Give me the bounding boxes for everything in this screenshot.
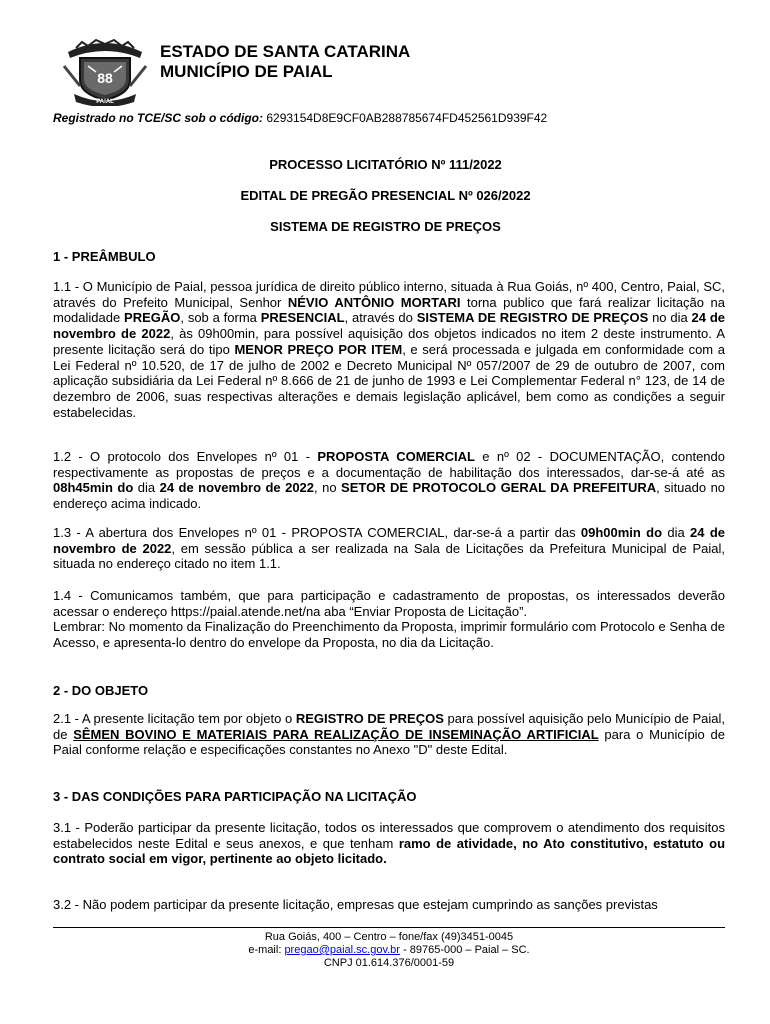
registration-label: Registrado no TCE/SC sob o código:	[53, 111, 263, 125]
state-name: ESTADO DE SANTA CATARINA	[160, 42, 411, 61]
paragraph-1-4-reminder: Lembrar: No momento da Finalização do Preenchimento da Proposta, imprimir formulário com Protocolo e Senha de Acesso, e apresenta-lo dentro do envelope da Proposta, no dia da Licitação.	[53, 619, 725, 651]
edital-title: EDITAL DE PREGÃO PRESENCIAL Nº 026/2022	[240, 188, 531, 203]
section-heading-preambulo: 1 - PREÂMBULO	[53, 249, 156, 264]
municipality-name: MUNICÍPIO DE PAIAL	[160, 62, 333, 81]
document-header	[160, 42, 410, 82]
paragraph-1-3: 1.3 - A abertura dos Envelopes nº 01 - PROPOSTA COMERCIAL, dar-se-á a partir das 09h00min do dia 24 de novembro de 2022, em sessão pública a ser realizada na Sala de Licitações da Prefeitura Municipal de Paial, situada no endereço citado no item 1.1.	[53, 525, 725, 572]
footer-email-link[interactable]: pregao@paial.sc.gov.br	[284, 944, 400, 956]
paragraph-3-2: 3.2 - Não podem participar da presente licitação, empresas que estejam cumprindo as sanções previstas	[53, 897, 658, 912]
paragraph-3-1: 3.1 - Poderão participar da presente licitação, todos os interessados que comprovem o atendimento dos requisitos estabelecidos neste Edital e seus anexos, e que tenham ramo de atividade, no Ato constitutivo, estatuto ou contrato social em vigor, pertinente ao objeto licitado.	[53, 820, 726, 867]
footer-contact: e-mail: pregao@paial.sc.gov.br - 89765-000 – Paial – SC.	[248, 944, 530, 956]
paragraph-1-2: 1.2 - O protocolo dos Envelopes nº 01 - PROPOSTA COMERCIAL e nº 02 - DOCUMENTAÇÃO, contendo respectivamente as propostas de preços e a documentação de habilitação dos interessados, dar-se-á até as 08h45min do dia 24 de novembro de 2022, no SETOR DE PROTOCOLO GERAL DA PREFEITURA, situado no endereço acima indicado.	[53, 449, 726, 512]
paragraph-1-4	[53, 588, 725, 651]
footer-address: Rua Goiás, 400 – Centro – fone/fax (49)3451-0045	[264, 931, 514, 943]
section-heading-condicoes: 3 - DAS CONDIÇÕES PARA PARTICIPAÇÃO NA LICITAÇÃO	[53, 789, 417, 804]
registration-code: 6293154D8E9CF0AB288785674FD452561D939F42	[266, 111, 548, 125]
footer-divider	[53, 927, 725, 928]
paragraph-1-1: 1.1 - O Município de Paial, pessoa jurídica de direito público interno, situada à Rua Goiás, nº 400, Centro, Paial, SC, através do Prefeito Municipal, Senhor NÉVIO ANTÔNIO MORTARI torna publico que fará realizar licitação na modalidade PREGÃO, sob a forma PRESENCIAL, através do SISTEMA DE REGISTRO DE PREÇOS no dia 24 de novembro de 2022, às 09h00min, para possível aquisição dos objetos indicados no item 2 deste instrumento. A presente licitação será do tipo MENOR PREÇO POR ITEM, e será processada e julgada em conformidade com a Lei Federal nº 10.520, de 17 de julho de 2002 e Decreto Municipal Nº 057/2007 de 29 de outubro de 2007, com aplicação subsidiária da Lei Federal nº 8.666 de 21 de junho de 1993 e Lei Complementar Federal n° 123, de 14 de dezembro de 2006, suas respectivas alterações e demais legislação aplicável, bem como as condições a seguir estabelecidas.	[53, 279, 726, 420]
system-title: SISTEMA DE REGISTRO DE PREÇOS	[270, 219, 501, 234]
municipal-coat-of-arms-icon	[62, 36, 148, 106]
footer-cnpj: CNPJ 01.614.376/0001-59	[323, 957, 455, 969]
paragraph-2-1: 2.1 - A presente licitação tem por objeto o REGISTRO DE PREÇOS para possível aquisição pelo Município de Paial, de SÊMEN BOVINO E MATERIAIS PARA REALIZAÇÃO DE INSEMINAÇÃO ARTIFICIAL para o Município de Paial conforme relação e especificações constantes no Anexo "D" deste Edital.	[53, 711, 726, 758]
svg-text:88: 88	[97, 70, 113, 86]
section-heading-objeto: 2 - DO OBJETO	[53, 683, 149, 698]
svg-text:PAIAL: PAIAL	[96, 99, 114, 105]
process-title: PROCESSO LICITATÓRIO Nº 111/2022	[269, 157, 502, 172]
registration-line	[53, 111, 547, 125]
paragraph-1-4-text: 1.4 - Comunicamos também, que para participação e cadastramento de propostas, os interessados deverão acessar o endereço https://paial.atende.net/na aba “Enviar Proposta de Licitação”.	[53, 588, 725, 619]
